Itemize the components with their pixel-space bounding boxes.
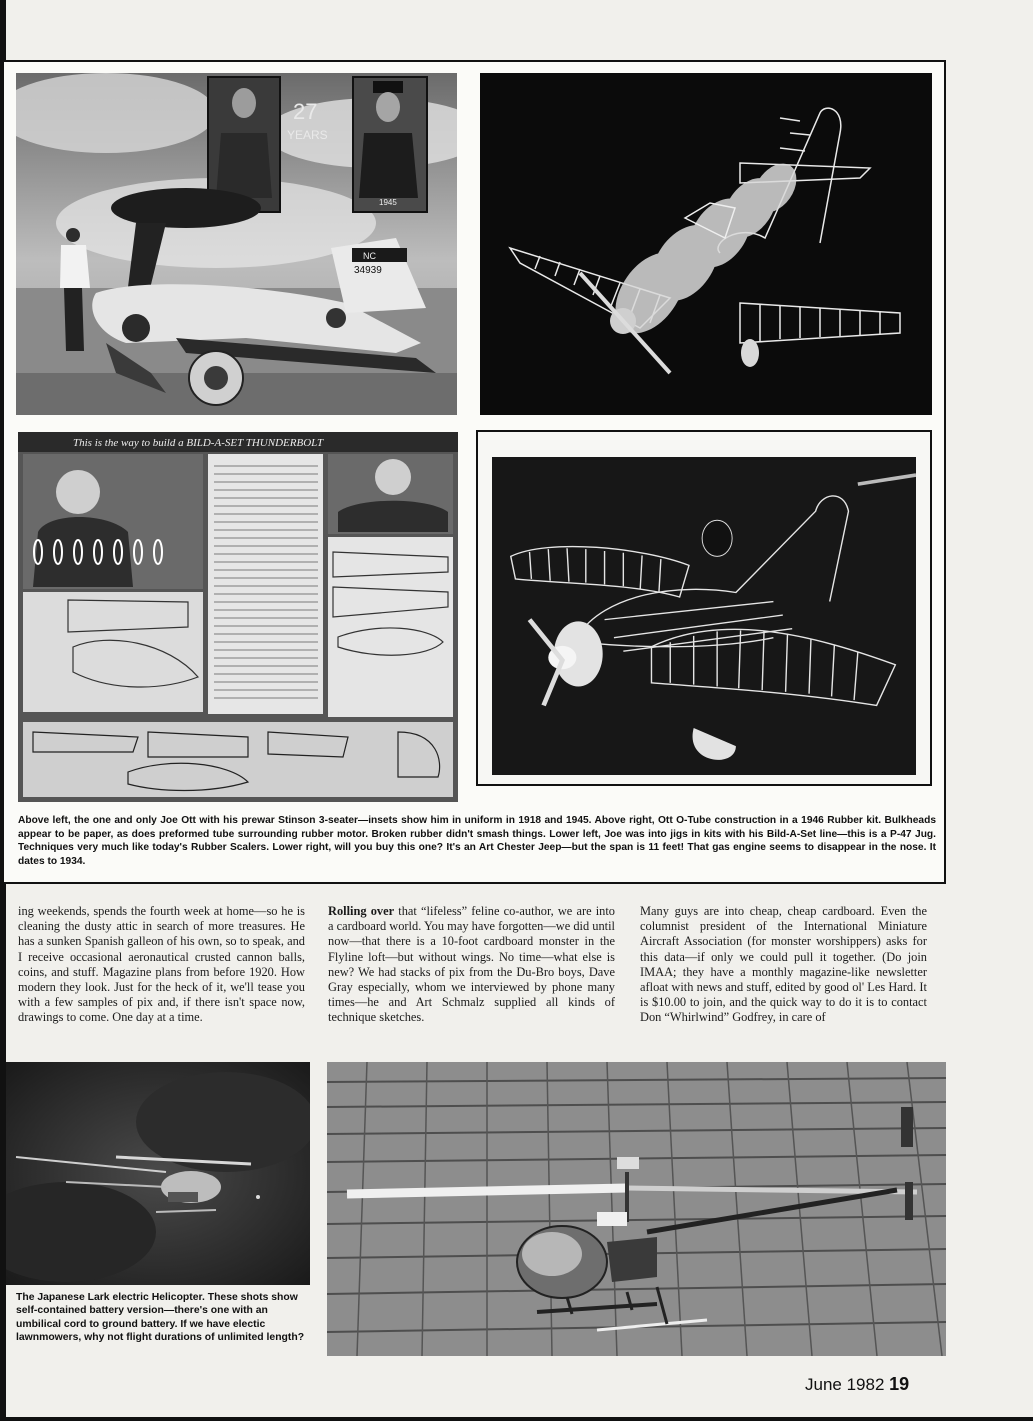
photo-lark-helicopter-ground bbox=[327, 1062, 946, 1356]
years-banner-word: YEARS bbox=[287, 128, 328, 142]
photo-joe-ott-stinson bbox=[16, 73, 457, 415]
page-folio bbox=[805, 1374, 909, 1395]
photo-art-chester-jeep bbox=[476, 430, 932, 786]
bild-a-set-headline: This is the way to build a BILD-A-SET THUNDERBOLT bbox=[73, 437, 324, 449]
issue-date: June 1982 bbox=[805, 1375, 885, 1394]
tail-code-prefix: NC bbox=[363, 251, 376, 261]
column-1-text: ing weekends, spends the fourth week at home—so he is cleaning the dusty attic in search of more treasures. He has a sunken Spanish galleon of his own, so to speak, and I receive occasional aeronautical crusted cannon balls, coins, and stuff. Magazine plans from before 1920. How modern they look. Just for the heck of it, we'll tease you with a few samples of pix and, if there isn't space now, drawings to come. One day at a time. bbox=[18, 904, 305, 1025]
caption-top: Above left, the one and only Joe Ott with his prewar Stinson 3-seater—insets show him in uniform in 1918 and 1945. Above right, Ott O-Tube construction in a 1946 Rubber kit. Bulkheads appear to be paper, as does preformed tube surrounding rubber motor. Broken rubber didn't smash things. Lower left, Joe was into jigs in kits with his Bild-A-Set line—this is a P-47 Jug. Techniques very much like today's Rubber Scalers. Lower right, will you buy this one? It's an Art Chester Jeep—but the span is 11 feet! That gas engine seems to disappear in the nose. It dates to 1934. bbox=[18, 815, 936, 867]
photo-lark-helicopter-flying bbox=[6, 1062, 310, 1285]
inset-year-1945: 1945 bbox=[379, 198, 397, 207]
column-2-body: that “lifeless” feline co-author, we are into a cardboard world. You may have forgotten—we did until now—that there is a 10-foot cardboard monster in the Flyline loft—but without wings. No time—what else is new? We had stacks of pix from the Du-Bro boys, Dave Gray especially, whom we interviewed by phone many times—he and Art Schmalz supplied all kinds of technique sketches. bbox=[328, 904, 615, 1025]
column-2-text bbox=[328, 904, 615, 1026]
years-banner-number: 27 bbox=[293, 99, 318, 124]
column-3-text: Many guys are into cheap, cheap cardboard. Even the columnist president of the International Miniature Aircraft Association (for monster worshippers) asks for this data—if only we could pull it together. (Do join IMAA; they have a monthly magazine-like newsletter afloat with news and stuff, edited by good ol' Les Hard. It is $10.00 to join, and the quick way to do it is to contact Don “Whirlwind” Godfrey, in care of bbox=[640, 904, 927, 1025]
caption-bottom: The Japanese Lark electric Helicopter. These shots show self-contained battery version—there's one with an umbilical cord to ground battery. If we have electic lawnmowers, why not flight durations of unlimited length? bbox=[16, 1292, 305, 1344]
column-2-lead: Rolling over bbox=[328, 904, 395, 918]
tail-code: 34939 bbox=[354, 265, 382, 276]
page-number: 19 bbox=[889, 1374, 910, 1394]
photo-ott-o-tube-kit bbox=[480, 73, 932, 415]
photo-bild-a-set-instructions bbox=[18, 432, 458, 802]
